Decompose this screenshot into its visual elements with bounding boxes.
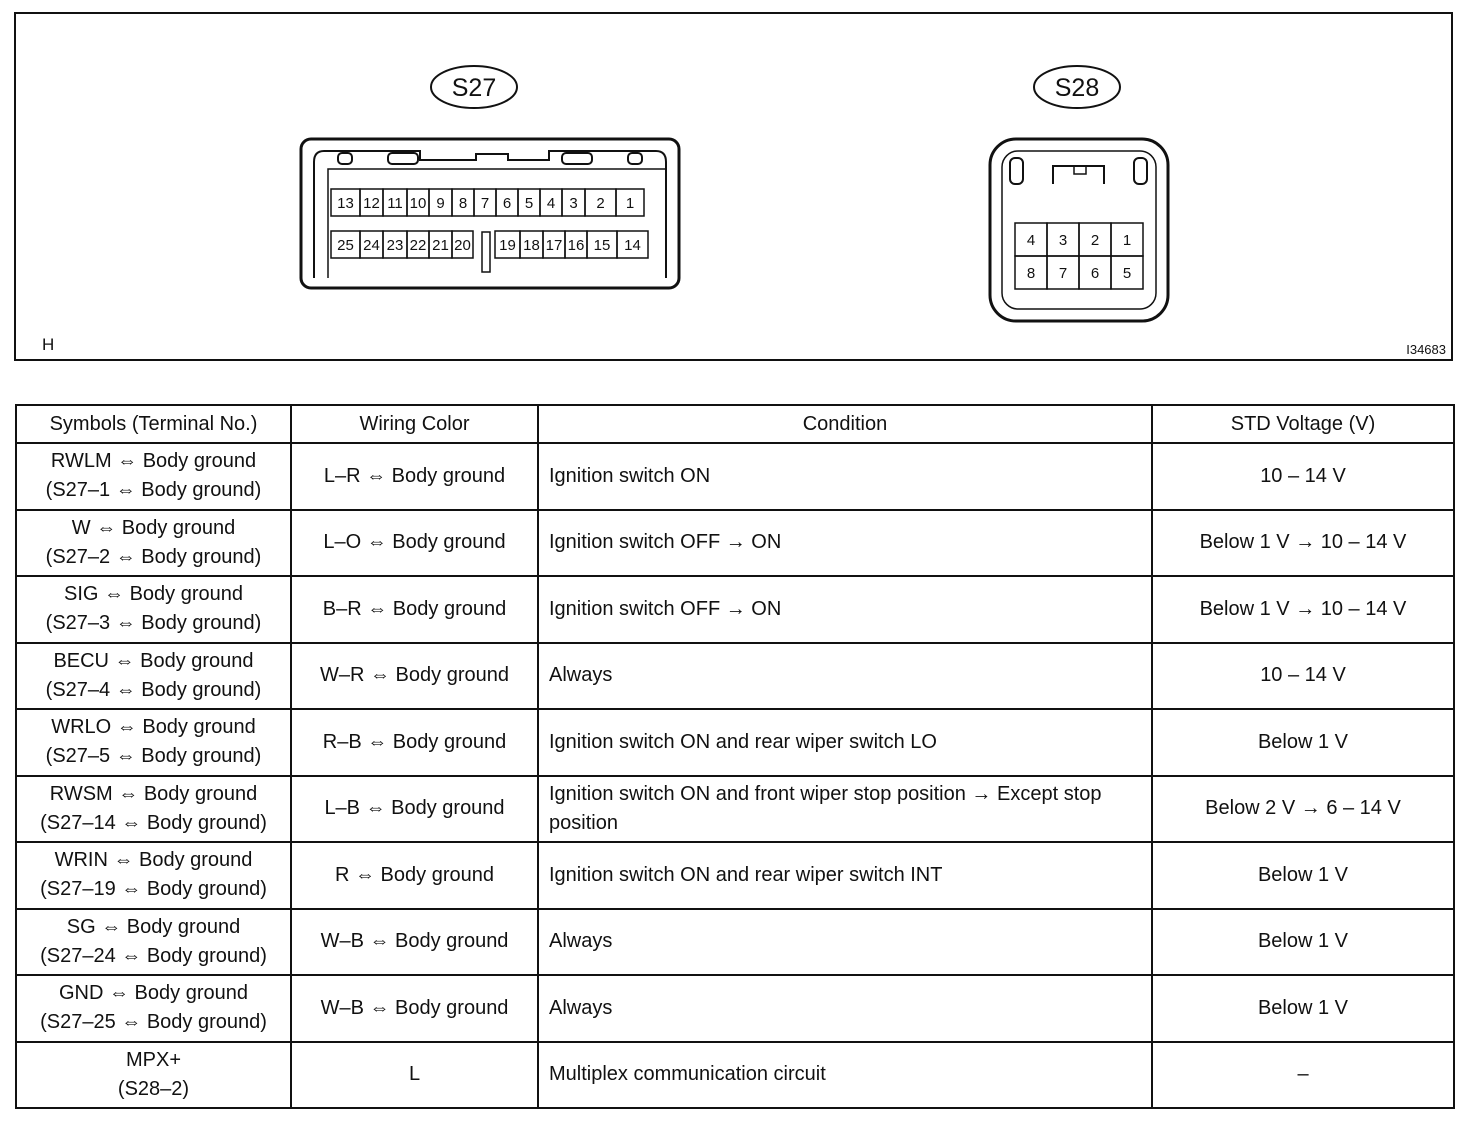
std-voltage-cell: Below 1 V → 10 – 14 V: [1152, 510, 1454, 577]
s27-pin-label: 13: [337, 195, 354, 212]
figure-id: I34683: [1406, 342, 1446, 357]
std-voltage-cell: 10 – 14 V: [1152, 443, 1454, 510]
wiring-color-cell: L–O ⇔ Body ground: [291, 510, 538, 577]
std-voltage-cell: Below 1 V → 10 – 14 V: [1152, 576, 1454, 643]
s27-pin-label: 2: [596, 195, 605, 212]
s27-pin-label: 19: [499, 237, 516, 254]
condition-cell: Ignition switch OFF → ON: [538, 510, 1152, 577]
s27-pin-label: 1: [625, 195, 635, 212]
s28-pin-label: 3: [1058, 232, 1068, 249]
s27-pin-label: 15: [593, 237, 611, 254]
std-voltage-cell: Below 1 V: [1152, 842, 1454, 909]
header-symbols: Symbols (Terminal No.): [16, 405, 291, 443]
s27-pin-label: 10: [409, 195, 427, 212]
condition-cell: Ignition switch OFF → ON: [538, 576, 1152, 643]
symbol-cell: [16, 576, 291, 643]
table-row: [16, 1042, 1454, 1109]
s27-pin-label: 21: [432, 237, 449, 254]
terminal-text: (S27–1 ⇔ Body ground): [45, 479, 262, 502]
symbol-cell: [16, 975, 291, 1042]
wiring-color-cell: R ⇔ Body ground: [291, 842, 538, 909]
connector-diagram-svg: [16, 14, 1455, 363]
s27-pin-label: 3: [569, 195, 578, 212]
condition-cell: Ignition switch ON: [538, 443, 1152, 510]
s27-label: S27: [451, 74, 497, 102]
condition-cell: Ignition switch ON and front wiper stop position → Except stop position: [538, 776, 1152, 843]
symbol-text: SIG ⇔ Body ground: [64, 583, 243, 606]
terminal-text: (S28–2): [117, 1077, 190, 1100]
s27-pin-label: 23: [386, 237, 404, 254]
std-voltage-cell: Below 2 V → 6 – 14 V: [1152, 776, 1454, 843]
symbol-text: W ⇔ Body ground: [71, 516, 236, 539]
table-row: [16, 576, 1454, 643]
s27-pin-label: 22: [409, 237, 427, 254]
symbol-text: BECU ⇔ Body ground: [53, 649, 254, 672]
s27-pin-label: 24: [363, 237, 380, 254]
symbol-text: SG ⇔ Body ground: [66, 915, 241, 938]
table-row: [16, 842, 1454, 909]
std-voltage-cell: Below 1 V: [1152, 909, 1454, 976]
terminal-text: (S27–2 ⇔ Body ground): [45, 545, 262, 568]
symbol-text: RWLM ⇔ Body ground: [50, 450, 257, 473]
table-row: [16, 443, 1454, 510]
terminal-spec-table: [15, 404, 1455, 1109]
terminal-text: (S27–19 ⇔ Body ground): [40, 878, 267, 901]
wiring-color-cell: L–R ⇔ Body ground: [291, 443, 538, 510]
terminal-text: (S27–24 ⇔ Body ground): [40, 944, 267, 967]
condition-cell: Always: [538, 643, 1152, 710]
s27-pin-label: 20: [454, 237, 471, 254]
s27-pin-label: 16: [567, 237, 585, 254]
std-voltage-cell: 10 – 14 V: [1152, 643, 1454, 710]
wiring-color-cell: W–B ⇔ Body ground: [291, 909, 538, 976]
symbol-text: WRIN ⇔ Body ground: [54, 849, 253, 872]
table-row: [16, 643, 1454, 710]
s27-pin-label: 9: [436, 195, 445, 212]
s28-pin-label: 7: [1058, 265, 1068, 282]
wiring-color-cell: W–R ⇔ Body ground: [291, 643, 538, 710]
table-row: [16, 709, 1454, 776]
terminal-text: (S27–14 ⇔ Body ground): [40, 811, 267, 834]
s27-pin-label: 14: [624, 237, 641, 254]
s27-pin-label: 17: [545, 237, 563, 254]
s27-pin-label: 11: [387, 195, 403, 212]
symbol-cell: [16, 909, 291, 976]
table-row: [16, 776, 1454, 843]
s28-pin-label: 2: [1090, 232, 1100, 249]
wiring-color-cell: L–B ⇔ Body ground: [291, 776, 538, 843]
s28-pin-label: 6: [1090, 265, 1100, 282]
s27-pin-label: 8: [458, 195, 468, 212]
wiring-color-cell: B–R ⇔ Body ground: [291, 576, 538, 643]
wiring-color-cell: L: [291, 1042, 538, 1109]
symbol-cell: [16, 510, 291, 577]
s28-pin-label: 5: [1122, 265, 1132, 282]
condition-cell: Ignition switch ON and rear wiper switch LO: [538, 709, 1152, 776]
wiring-color-cell: R–B ⇔ Body ground: [291, 709, 538, 776]
s27-pin-label: 12: [363, 195, 380, 212]
std-voltage-cell: Below 1 V: [1152, 975, 1454, 1042]
table-row: [16, 909, 1454, 976]
symbol-cell: [16, 643, 291, 710]
std-voltage-cell: –: [1152, 1042, 1454, 1109]
s27-pin-label: 7: [480, 195, 490, 212]
terminal-text: (S27–5 ⇔ Body ground): [45, 745, 262, 768]
header-std-voltage: STD Voltage (V): [1152, 405, 1454, 443]
symbol-cell: [16, 1042, 291, 1109]
terminal-text: (S27–4 ⇔ Body ground): [45, 678, 262, 701]
condition-cell: Always: [538, 975, 1152, 1042]
s27-pin-label: 18: [523, 237, 540, 254]
symbol-text: WRLO ⇔ Body ground: [51, 716, 256, 739]
symbol-cell: [16, 443, 291, 510]
s28-connector: [990, 139, 1168, 321]
connector-diagram: [14, 12, 1453, 361]
symbol-text: MPX+: [125, 1048, 182, 1071]
diagram-corner-label: H: [42, 335, 55, 354]
header-condition: Condition: [538, 405, 1152, 443]
s27-pin-label: 4: [546, 195, 556, 212]
symbol-cell: [16, 776, 291, 843]
table-row: [16, 975, 1454, 1042]
symbol-cell: [16, 709, 291, 776]
terminal-text: (S27–3 ⇔ Body ground): [45, 612, 262, 635]
s27-pin-label: 25: [337, 237, 354, 254]
symbol-text: GND ⇔ Body ground: [59, 982, 248, 1005]
s27-pin-label: 6: [502, 195, 512, 212]
header-wiring-color: Wiring Color: [291, 405, 538, 443]
condition-cell: Ignition switch ON and rear wiper switch INT: [538, 842, 1152, 909]
s27-connector: [301, 139, 679, 288]
s28-pin-label: 8: [1026, 265, 1036, 282]
terminal-text: (S27–25 ⇔ Body ground): [40, 1011, 267, 1034]
s28-pin-label: 1: [1122, 232, 1132, 249]
symbol-cell: [16, 842, 291, 909]
table-header-row: [16, 405, 1454, 443]
std-voltage-cell: Below 1 V: [1152, 709, 1454, 776]
s28-label: S28: [1054, 74, 1100, 102]
s28-pin-label: 4: [1026, 232, 1036, 249]
condition-cell: Multiplex communication circuit: [538, 1042, 1152, 1109]
s27-pin-label: 5: [524, 195, 534, 212]
wiring-color-cell: W–B ⇔ Body ground: [291, 975, 538, 1042]
condition-cell: Always: [538, 909, 1152, 976]
table-row: [16, 510, 1454, 577]
symbol-text: RWSM ⇔ Body ground: [49, 782, 258, 805]
